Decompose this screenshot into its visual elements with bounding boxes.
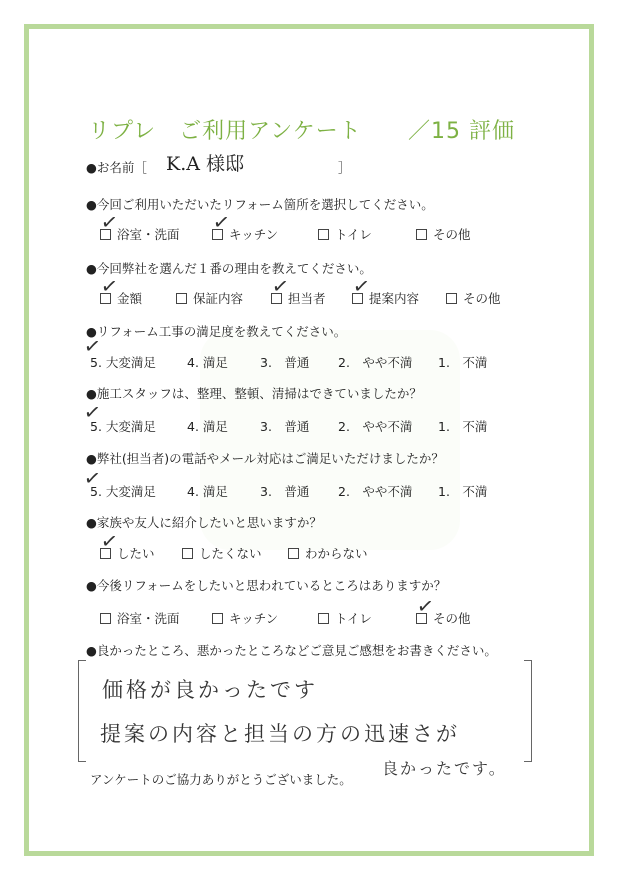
question-6: ●家族や友人に紹介したいと思いますか？ bbox=[86, 515, 322, 530]
q3-option-4[interactable]: 4. 満足 bbox=[187, 355, 228, 370]
comment-bracket-left bbox=[78, 660, 86, 762]
checkbox[interactable] bbox=[212, 613, 223, 624]
thanks-message: アンケートのご協力ありがとうございました。 bbox=[90, 772, 352, 787]
q4-option-3[interactable]: 3. 普通 bbox=[260, 419, 310, 434]
q5-option-1[interactable]: 1. 不満 bbox=[438, 484, 488, 499]
q1-option-toilet[interactable]: トイレ bbox=[318, 225, 372, 243]
q5-option-3[interactable]: 3. 普通 bbox=[260, 484, 310, 499]
check-mark: ✓ bbox=[99, 272, 120, 300]
name-label: ●お名前［ bbox=[86, 160, 147, 175]
q6-option-unsure[interactable]: わからない bbox=[288, 544, 368, 562]
comment-line-2: 提案の内容と担当の方の迅速さが bbox=[100, 722, 460, 746]
check-mark: ✓ bbox=[415, 592, 436, 620]
q7-option-other[interactable]: その他 bbox=[416, 609, 471, 627]
q6-option-no[interactable]: したくない bbox=[182, 544, 262, 562]
survey-title: リプレ ご利用アンケート bbox=[88, 119, 362, 144]
question-2: ●今回弊社を選んだ１番の理由を教えてください。 bbox=[86, 261, 372, 276]
check-mark: ✓ bbox=[99, 208, 120, 236]
q3-option-3[interactable]: 3. 普通 bbox=[260, 355, 310, 370]
comment-bracket-right bbox=[524, 660, 532, 762]
q7-option-toilet[interactable]: トイレ bbox=[318, 609, 372, 627]
q3-option-5[interactable]: 5. 大変満足 bbox=[90, 355, 156, 370]
q3-option-1[interactable]: 1. 不満 bbox=[438, 355, 488, 370]
q2-option-warranty[interactable]: 保証内容 bbox=[176, 289, 243, 307]
q5-option-4[interactable]: 4. 満足 bbox=[187, 484, 228, 499]
q2-option-staff[interactable]: 担当者 bbox=[271, 289, 326, 307]
q5-option-5[interactable]: 5. 大変満足 bbox=[90, 484, 156, 499]
check-mark: ✓ bbox=[99, 527, 120, 555]
question-5: ●弊社(担当者)の電話やメール対応はご満足いただけましたか？ bbox=[86, 451, 444, 466]
check-mark: ✓ bbox=[82, 332, 103, 360]
name-value: K.A 様邸 bbox=[166, 153, 244, 175]
question-4: ●施工スタッフは、整理、整頓、清掃はできていましたか？ bbox=[86, 386, 422, 401]
q4-option-1[interactable]: 1. 不満 bbox=[438, 419, 488, 434]
question-8: ●良かったところ、悪かったところなどご意見ご感想をお書きください。 bbox=[86, 643, 497, 658]
check-mark: ✓ bbox=[211, 208, 232, 236]
q2-option-price[interactable]: 金額 bbox=[100, 289, 142, 307]
score-label: ／15 評価 bbox=[408, 119, 515, 144]
checkbox[interactable] bbox=[182, 548, 193, 559]
checkbox[interactable] bbox=[176, 293, 187, 304]
checkbox[interactable] bbox=[318, 229, 329, 240]
q1-option-kitchen[interactable]: キッチン bbox=[212, 225, 278, 243]
question-3: ●リフォーム工事の満足度を教えてください。 bbox=[86, 324, 347, 339]
q5-option-2[interactable]: 2. やや不満 bbox=[338, 484, 413, 499]
check-mark: ✓ bbox=[82, 464, 103, 492]
q6-option-yes[interactable]: したい bbox=[100, 544, 155, 562]
comment-line-1: 価格が良かったです bbox=[102, 678, 318, 702]
checkbox[interactable] bbox=[446, 293, 457, 304]
q4-option-5[interactable]: 5. 大変満足 bbox=[90, 419, 156, 434]
checkbox[interactable] bbox=[416, 229, 427, 240]
question-7: ●今後リフォームをしたいと思われているところはありますか？ bbox=[86, 578, 447, 593]
checkbox[interactable] bbox=[288, 548, 299, 559]
comment-line-3: 良かったです。 bbox=[382, 759, 507, 778]
q4-option-4[interactable]: 4. 満足 bbox=[187, 419, 228, 434]
name-close: ］ bbox=[338, 160, 351, 175]
q1-option-bath[interactable]: 浴室・洗面 bbox=[100, 225, 180, 243]
q7-option-kitchen[interactable]: キッチン bbox=[212, 609, 278, 627]
question-1: ●今回ご利用いただいたリフォーム箇所を選択してください。 bbox=[86, 197, 434, 212]
checkbox[interactable] bbox=[100, 613, 111, 624]
check-mark: ✓ bbox=[82, 398, 103, 426]
q4-option-2[interactable]: 2. やや不満 bbox=[338, 419, 413, 434]
q7-option-bath[interactable]: 浴室・洗面 bbox=[100, 609, 180, 627]
check-mark: ✓ bbox=[351, 272, 372, 300]
q2-option-other[interactable]: その他 bbox=[446, 289, 501, 307]
q1-option-other[interactable]: その他 bbox=[416, 225, 471, 243]
check-mark: ✓ bbox=[270, 272, 291, 300]
q2-option-proposal[interactable]: 提案内容 bbox=[352, 289, 419, 307]
q3-option-2[interactable]: 2. やや不満 bbox=[338, 355, 413, 370]
checkbox[interactable] bbox=[318, 613, 329, 624]
